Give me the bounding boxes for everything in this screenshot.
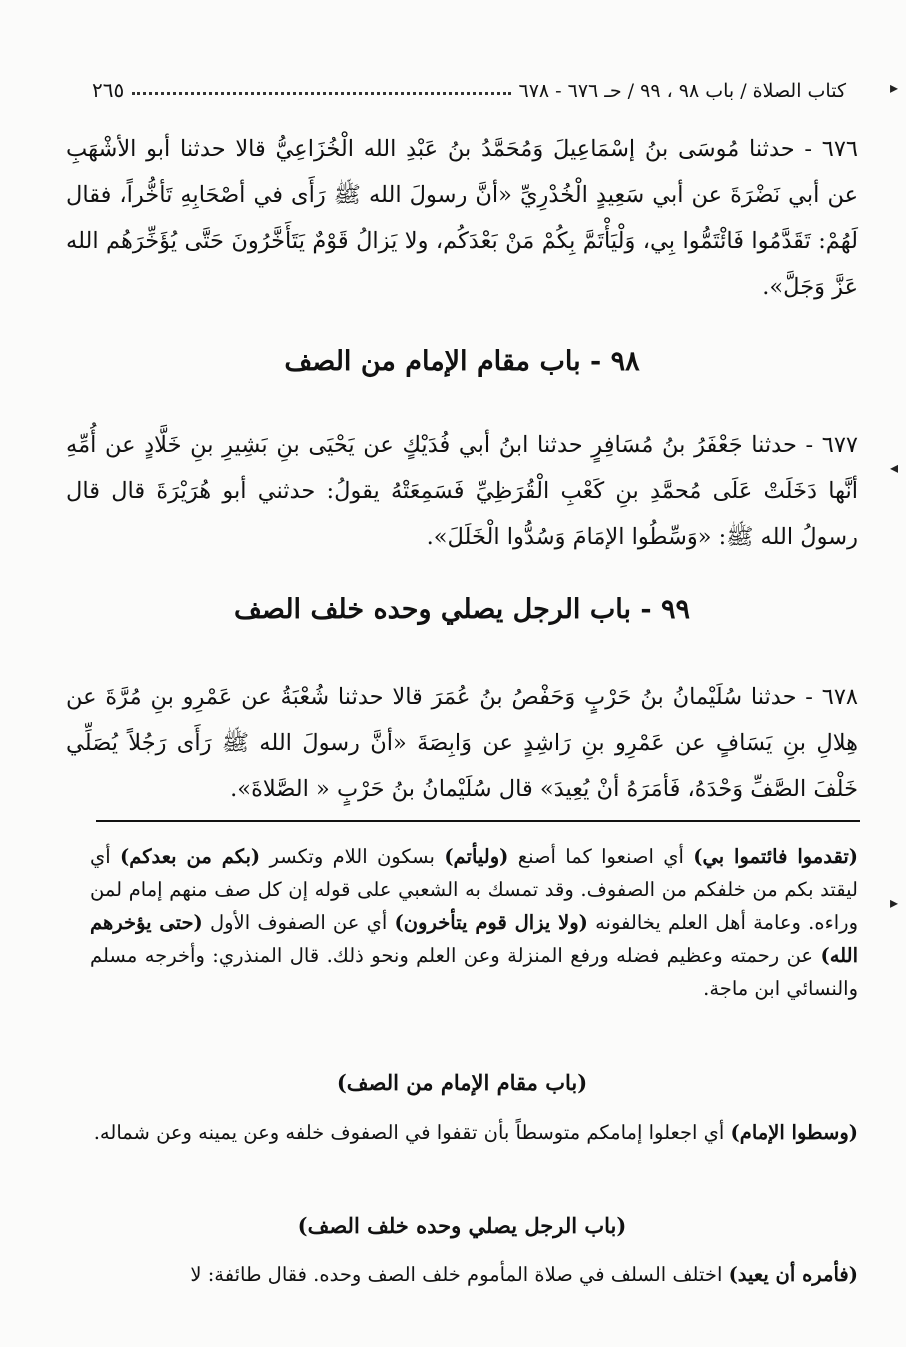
note-text: اختلف السلف في صلاة المأموم خلف الصف وحده. فقال طائفة: لا	[190, 1263, 729, 1286]
commentary-heading-98: (باب مقام الإمام من الصف)	[336, 1070, 588, 1095]
note-term: (وسطوا الإمام)	[730, 1121, 858, 1144]
page-header	[92, 72, 846, 102]
leader-dots	[132, 84, 510, 95]
note-term: (تقدموا فائتموا بي)	[693, 845, 859, 868]
chapter-number: ٩٩ -	[640, 594, 691, 625]
note-term: (فأمره أن يعيد)	[728, 1263, 858, 1286]
note-text: عن رحمته وعظيم فضله ورفع المنزلة وعن العلم ونحو ذلك. قال المنذري: وأخرجه مسلم والنسائي ابن ماجة.	[90, 944, 858, 1000]
commentary-note-3	[90, 1258, 858, 1291]
footnote-rule	[96, 820, 860, 822]
margin-mark: ◂	[889, 458, 898, 477]
commentary-note-1	[90, 840, 858, 1005]
page-number: ٢٦٥	[92, 78, 125, 102]
commentary-note-2	[90, 1116, 858, 1149]
note-term: (وليأتم)	[444, 845, 509, 868]
chapter-title: مقام الإمام من الصف	[284, 346, 531, 377]
note-text: بسكون اللام وتكسر	[260, 845, 445, 868]
note-text: أي عن الصفوف الأول	[202, 911, 395, 934]
chapter-heading-99	[66, 590, 858, 630]
note-text: أي اجعلوا إمامكم متوسطاً بأن تقفوا في الصفوف خلفه وعن يمينه وعن شماله.	[93, 1121, 731, 1144]
running-head: كتاب الصلاة / باب ٩٨ ، ٩٩ / حـ ٦٧٦ - ٦٧٨	[518, 80, 846, 102]
note-term: (ولا يزال قوم يتأخرون)	[394, 911, 588, 934]
chapter-bab-word: باب	[589, 594, 631, 625]
hadith-678: ٦٧٨ - حدثنا سُلَيْمانُ بنُ حَرْبٍ وَحَفْصُ بنُ عُمَرَ قالا حدثنا شُعْبَةُ عن عَمْرِو بنِ مُرَّةَ عن هِلالِ بنِ يَسَافٍ عن عَمْرِو بنِ رَاشِدٍ عن وَابِصَةَ «أنَّ رسولَ الله ﷺ رَأَى رَجُلاً يُصَلِّي خَلْفَ الصَّفِّ وَحْدَهُ، فَأمَرَهُ أنْ يُعِيدَ» قال سُلَيْمانُ بنُ حَرْبٍ « الصَّلاةَ».	[66, 684, 858, 802]
hadith-677: ٦٧٧ - حدثنا جَعْفَرُ بنُ مُسَافِرٍ حدثنا ابنُ أبي فُدَيْكٍ عن يَحْيَى بنِ بَشِيرِ بنِ خَلَّادٍ عن أُمِّهِ أنَّها دَخَلَتْ عَلَى مُحمَّدِ بنِ كَعْبِ الْقُرَظِيِّ فَسَمِعَتْهُ يقولُ: حدثني أبو هُرَيْرَةَ قال قال رسولُ الله ﷺ: «وَسِّطُوا الإمَامَ وَسُدُّوا الْخَلَلَ».	[66, 432, 858, 550]
chapter-heading-98	[66, 342, 858, 382]
margin-mark: ▸	[889, 78, 898, 97]
note-term: (حتى يؤخرهم الله)	[90, 911, 858, 967]
margin-mark: ▸	[889, 893, 898, 912]
chapter-bab-word: باب	[539, 346, 581, 377]
note-text: أي اصنعوا كما أصنع	[508, 845, 694, 868]
note-term: (بكم من بعدكم)	[120, 845, 261, 868]
note-text: أي ليقتد بكم من خلفكم من الصفوف. وقد تمسك به الشعبي على قوله إن كل صف منهم إمام لمن وراءه. وعامة أهل العلم يخالفونه	[90, 845, 859, 934]
commentary-heading-99: (باب الرجل يصلي وحده خلف الصف)	[297, 1213, 627, 1238]
hadith-676: ٦٧٦ - حدثنا مُوسَى بنُ إسْمَاعِيلَ وَمُحَمَّدُ بنُ عَبْدِ الله الْخُزَاعِيُّ قالا حدثنا أبو الأشْهَبِ عن أبي نَضْرَةَ عن أبي سَعِيدٍ الْخُدْرِيِّ «أنَّ رسولَ الله ﷺ رَأَى في أصْحَابِهِ تَأخُّراً، فقال لَهُمْ: تَقَدَّمُوا فَائْتَمُّوا بِي، وَلْيَأْتَمَّ بِكُمْ مَنْ بَعْدَكُم، ولا يَزالُ قَوْمٌ يَتَأَخَّرُونَ حَتَّى يُؤَخِّرَهُم الله عَزَّ وَجَلَّ».	[66, 136, 858, 300]
chapter-number: ٩٨ -	[590, 346, 640, 377]
chapter-title: الرجل يصلي وحده خلف الصف	[233, 594, 581, 625]
